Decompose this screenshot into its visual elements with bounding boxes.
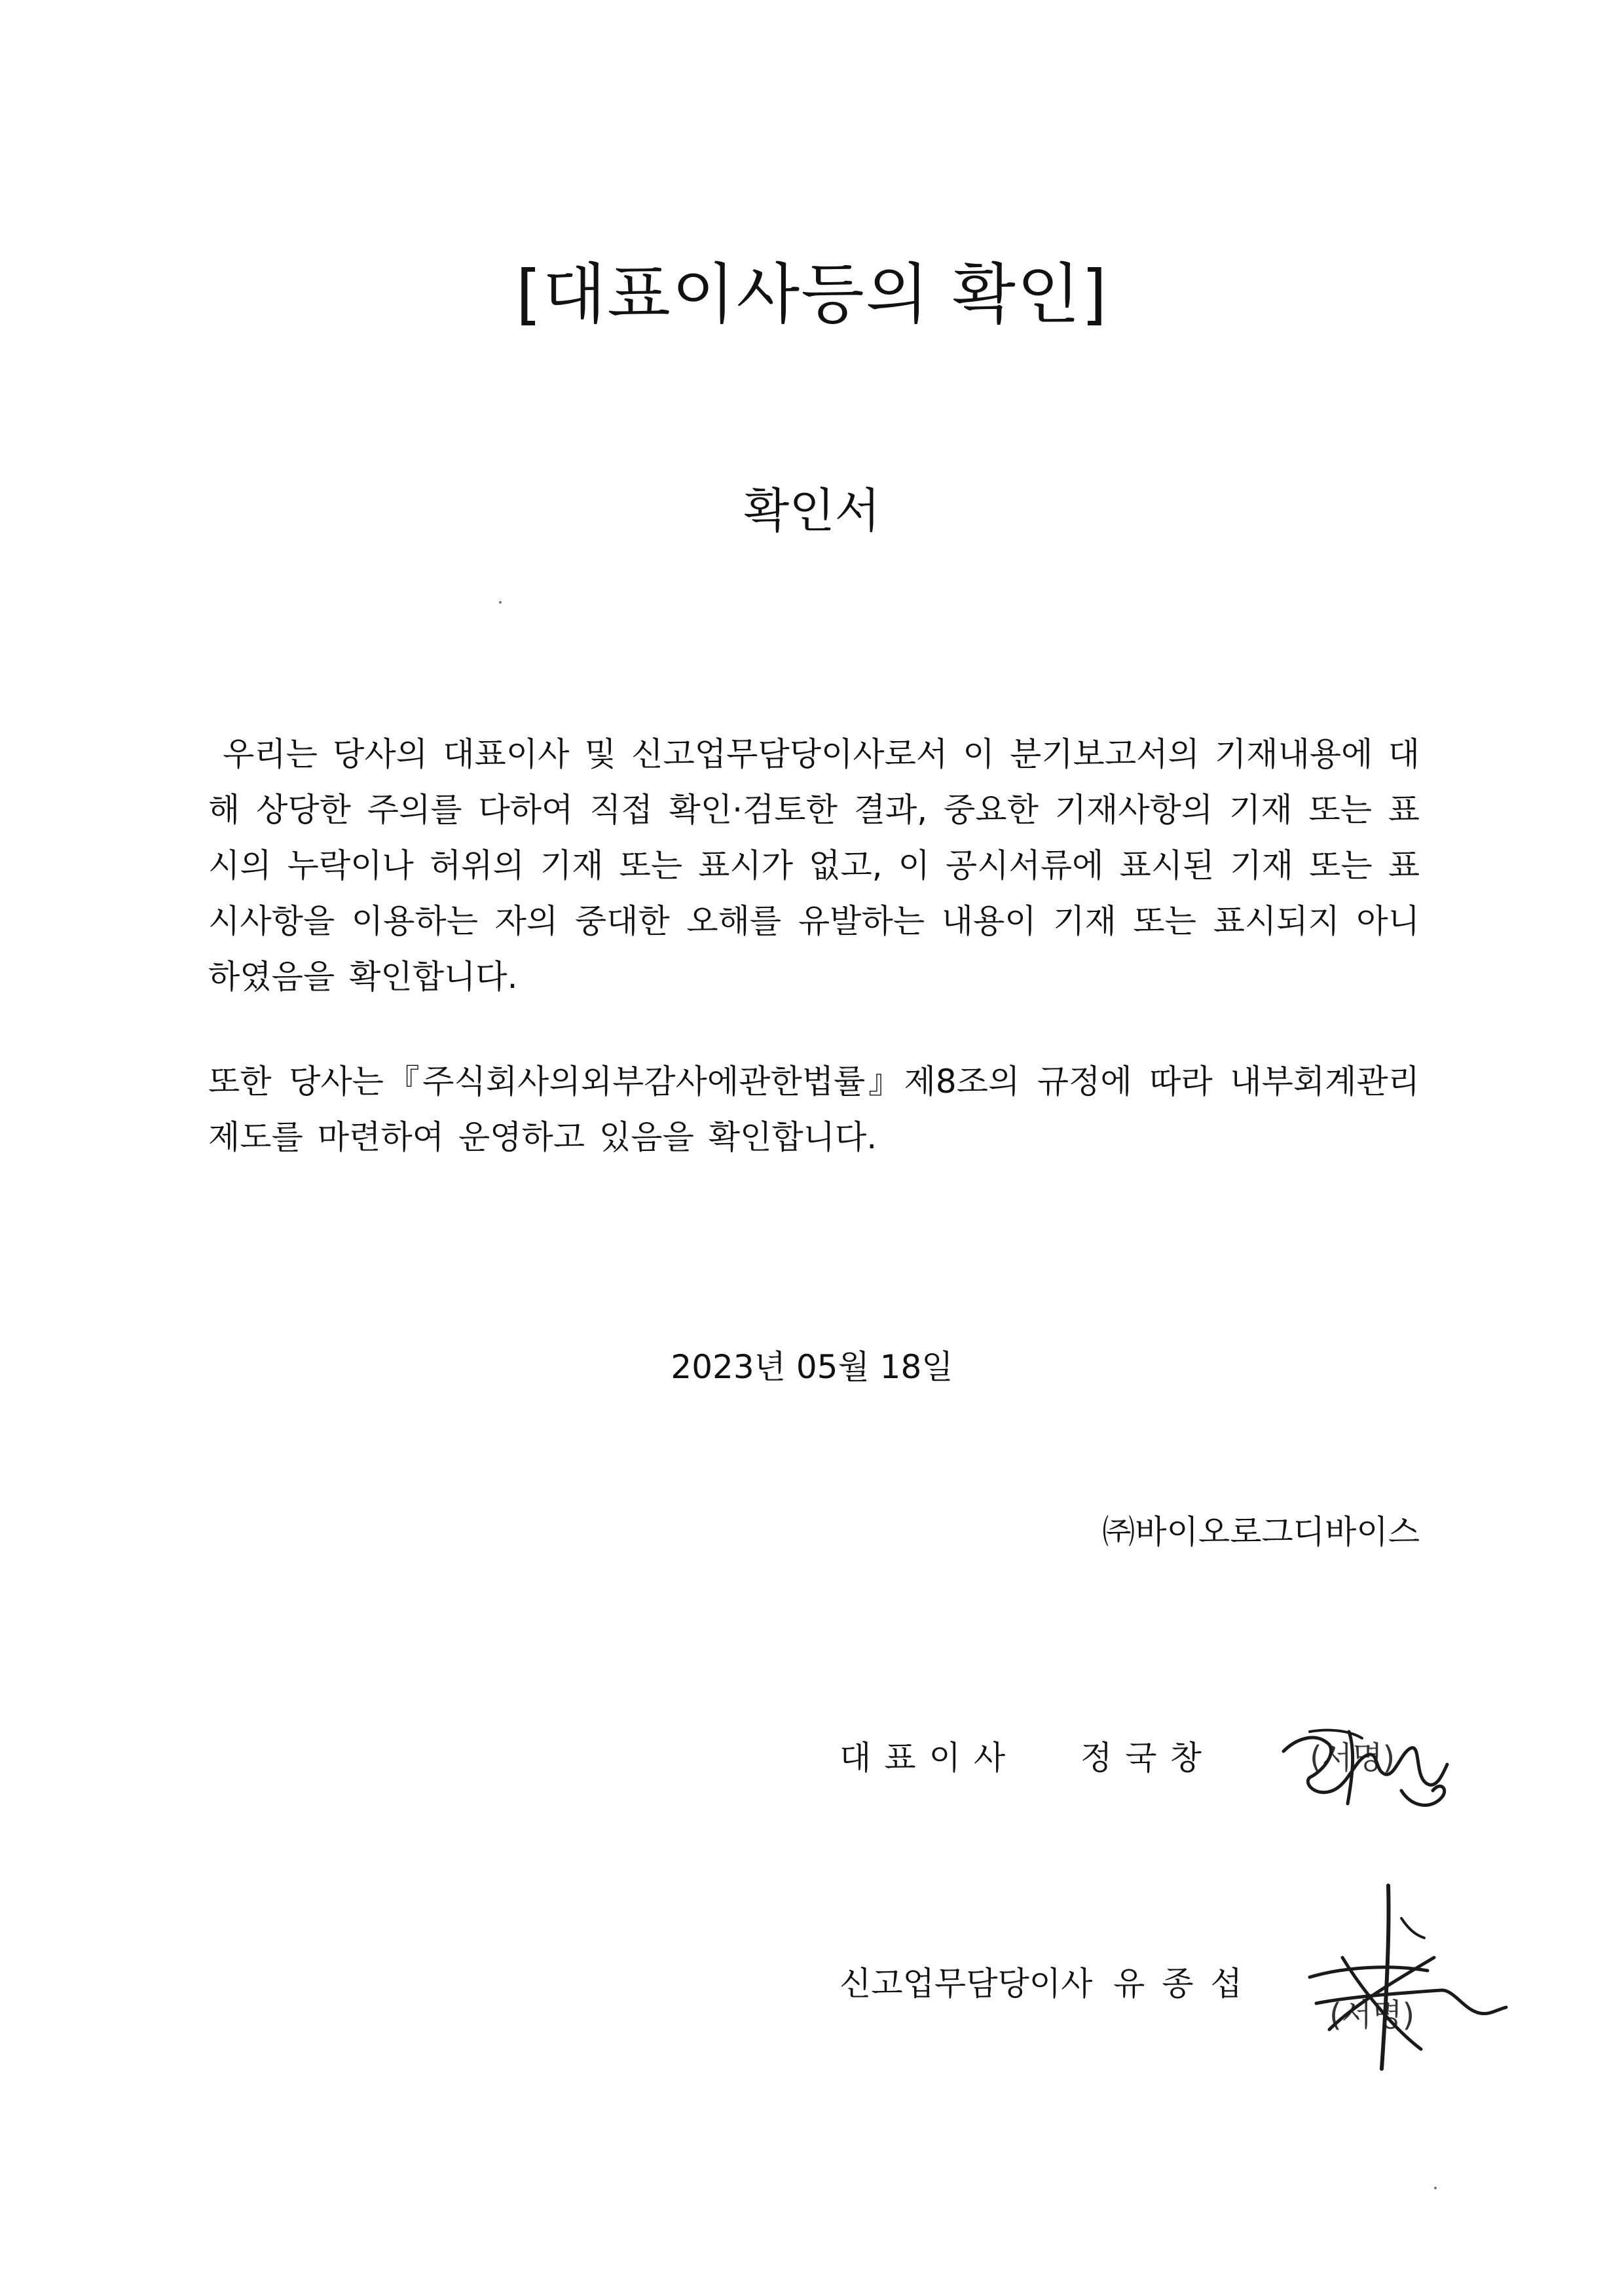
company-name: ㈜바이오로그디바이스 <box>1102 1513 1420 1551</box>
cfo-signature <box>1290 1879 1513 2075</box>
cfo-role-label: 신고업무담당이사 <box>840 1965 1093 2003</box>
scan-speck <box>1434 2187 1437 2189</box>
ceo-seal-text: (서명) <box>1310 1740 1395 1776</box>
cfo-signature-stroke-icon <box>1290 1879 1513 2075</box>
ceo-name: 정국창 <box>1080 1739 1215 1777</box>
ceo-signature <box>1270 1692 1467 1823</box>
ceo-signature-stroke-icon <box>1270 1692 1467 1823</box>
scan-speck <box>499 601 502 604</box>
internal-control-paragraph: 또한 당사는『주식회사의외부감사에관한법률』제8조의 규정에 따라 내부회계관리제도를 마련하여 운영하고 있음을 확인합니다. <box>208 1063 1420 1156</box>
cfo-seal-text: (서명) <box>1329 1997 1415 2033</box>
document-date: 2023년 05월 18일 <box>671 1348 953 1386</box>
ceo-role-label: 대표이사 <box>840 1739 1019 1777</box>
confirmation-paragraph: 우리는 당사의 대표이사 및 신고업무담당이사로서 이 분기보고서의 기재내용에 대해 상당한 주의를 다하여 직접 확인·검토한 결과, 중요한 기재사항의 기재 또는 표시의 누락이나 허위의 기재 또는 표시가 없고, 이 공시서류에 표시된 기재 또는 표시사항을 이용하는 자의 중대한 오해를 유발하는 내용이 기재 또는 표시되지 아니하였음을 확인합니다. <box>208 735 1420 996</box>
document-heading: [대표이사등의 확인] <box>515 256 1109 333</box>
document-subheading: 확인서 <box>743 483 881 538</box>
cfo-name: 유종섭 <box>1113 1965 1259 2003</box>
